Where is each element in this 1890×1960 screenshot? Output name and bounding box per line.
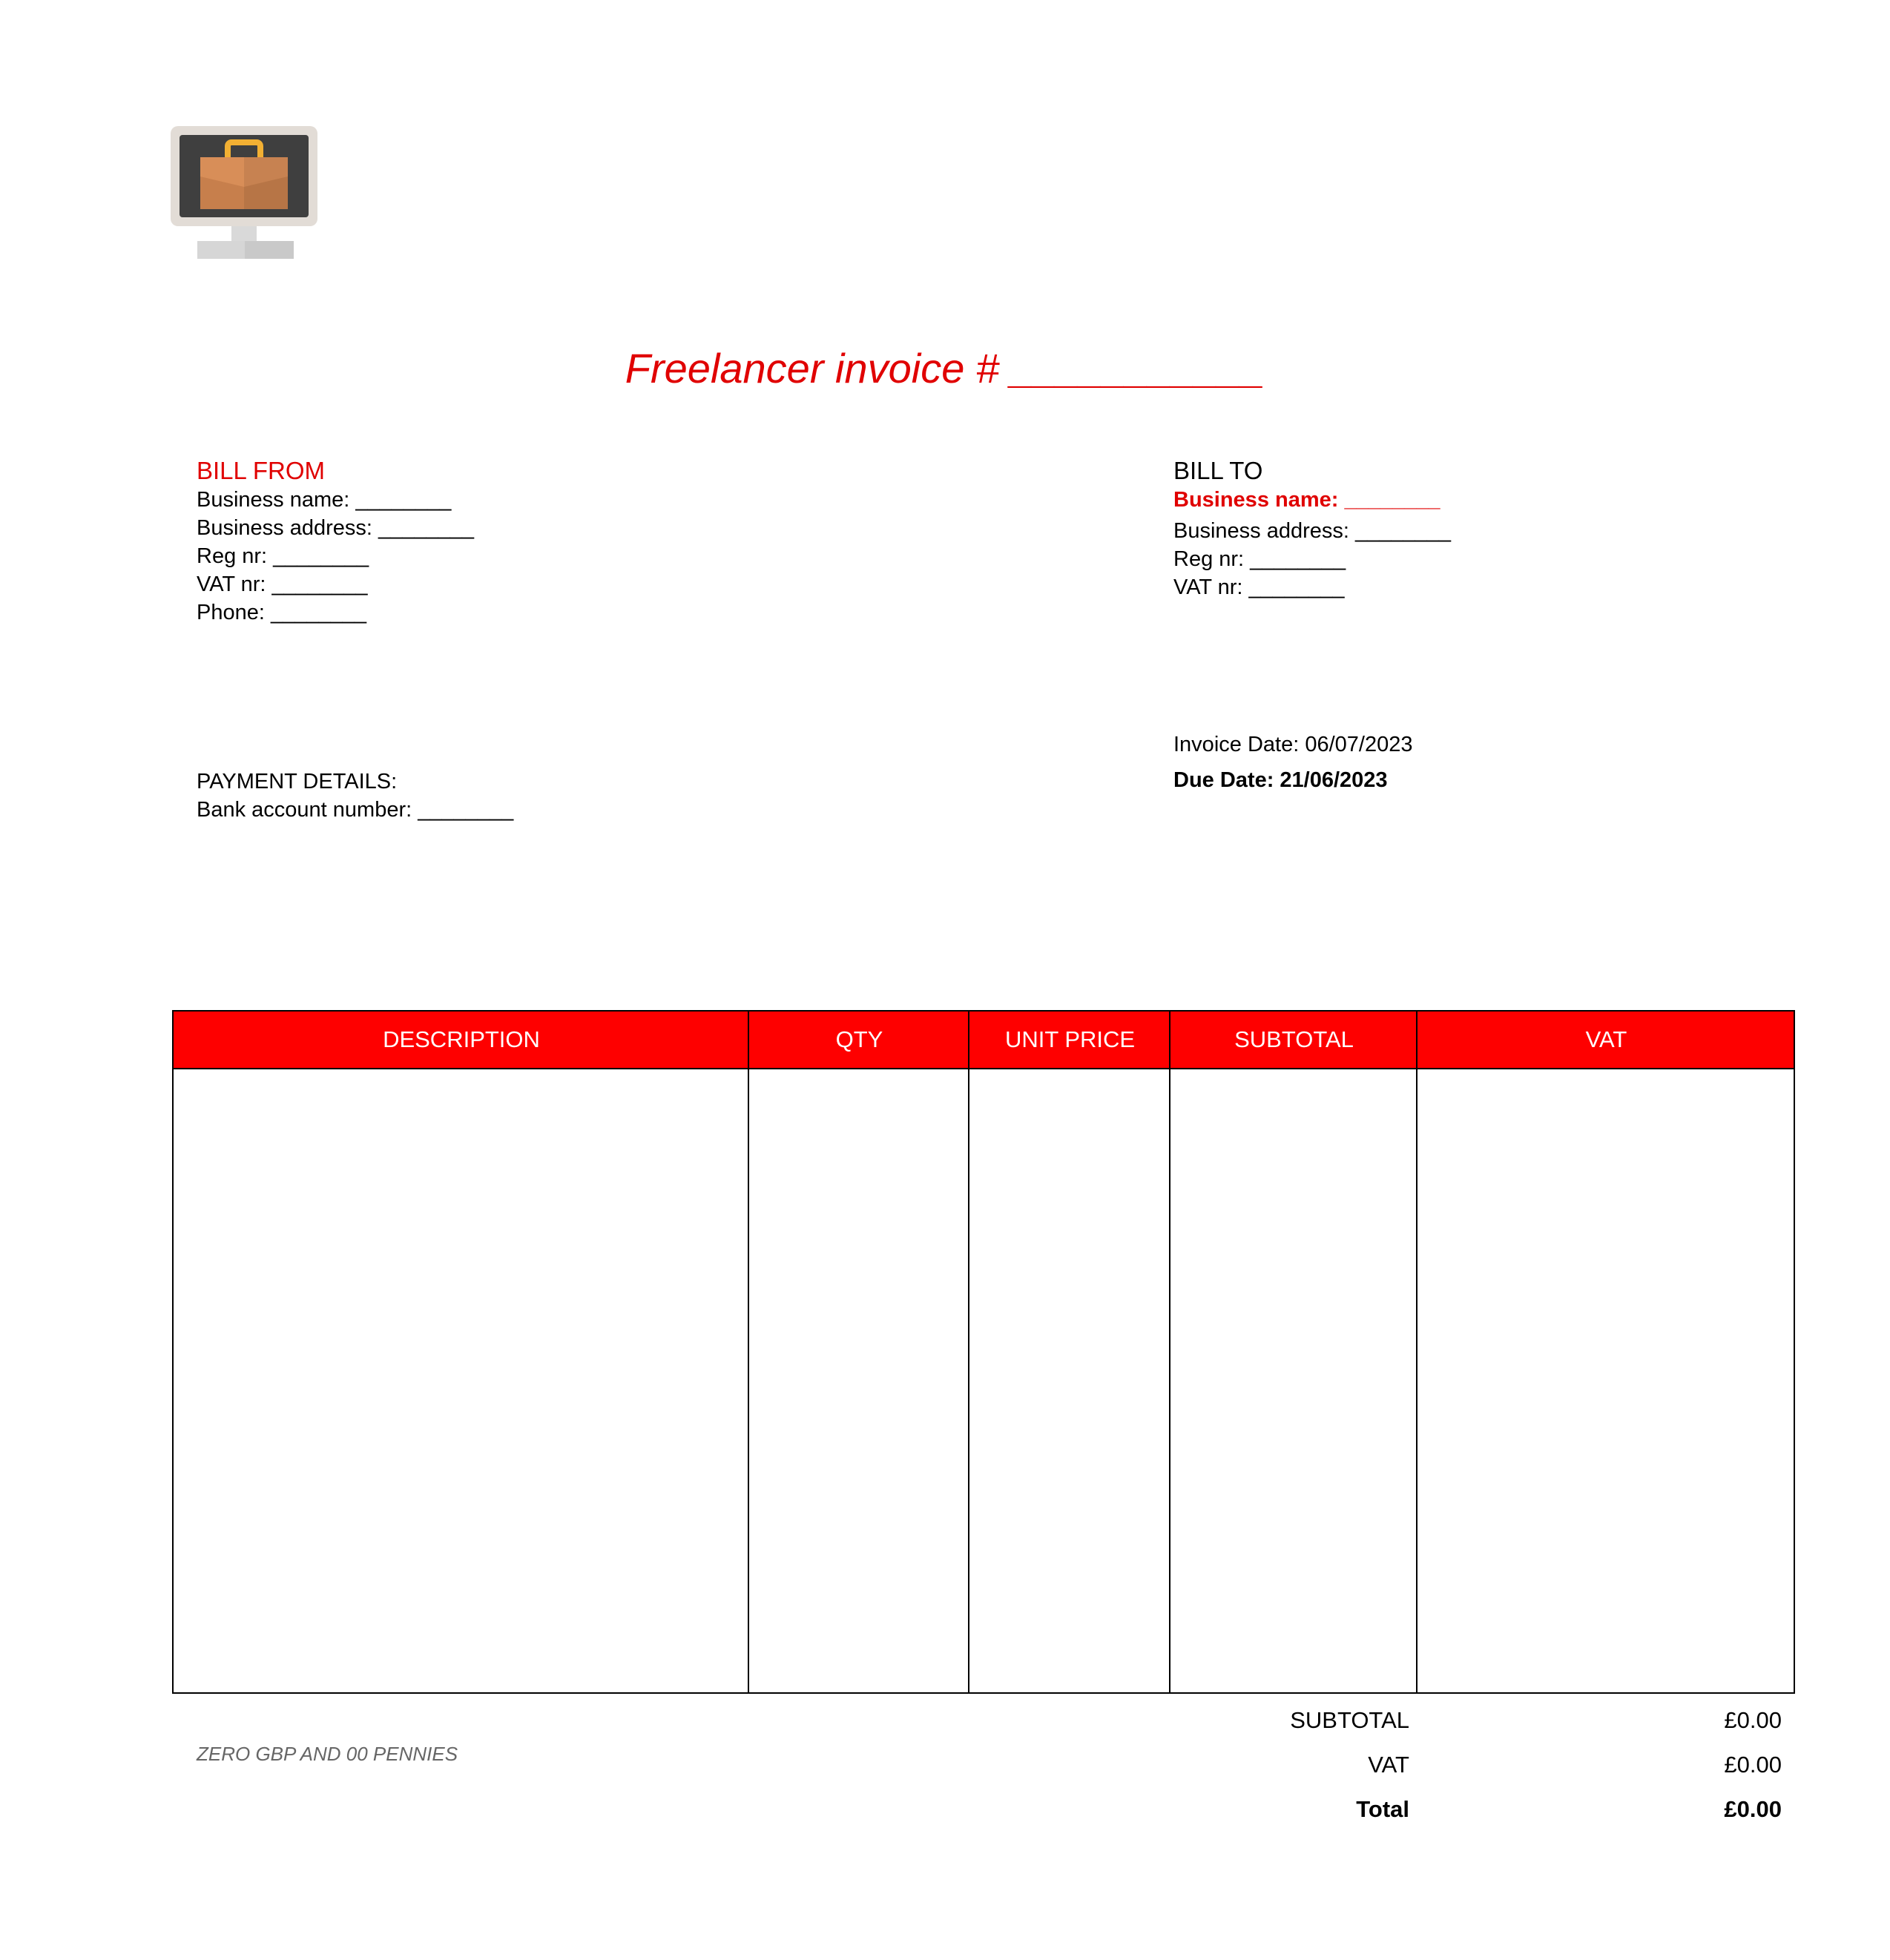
bill-from-heading: BILL FROM <box>197 457 325 484</box>
total-value: £0.00 <box>1724 1796 1782 1822</box>
bill-from-business-address: Business address: ________ <box>197 516 475 540</box>
invoice-title: Freelancer invoice # ___________ <box>625 345 1265 392</box>
bill-to-business-address: Business address: ________ <box>1173 519 1452 543</box>
bill-to-section <box>1173 456 1451 601</box>
column-divider <box>748 1012 749 1692</box>
bill-to-business-name: Business name: ________ <box>1173 488 1440 512</box>
column-divider <box>1169 1012 1170 1692</box>
dates-section <box>1173 730 1412 794</box>
due-date: Due Date: 21/06/2023 <box>1173 768 1388 792</box>
bank-account-number: Bank account number: ________ <box>197 798 514 822</box>
column-divider <box>968 1012 969 1692</box>
bill-from-section <box>197 456 474 627</box>
payment-details-section <box>197 768 513 824</box>
amount-in-words: ZERO GBP AND 00 PENNIES <box>197 1743 458 1765</box>
bill-from-phone: Phone: ________ <box>197 601 366 624</box>
bill-to-vat-nr: VAT nr: ________ <box>1173 575 1345 599</box>
bill-to-heading: BILL TO <box>1173 457 1263 484</box>
subtotal-value: £0.00 <box>1724 1707 1782 1733</box>
payment-details-heading: PAYMENT DETAILS: <box>197 770 398 793</box>
items-table <box>172 1010 1795 1694</box>
column-header-unit-price: UNIT PRICE <box>1004 1026 1136 1052</box>
column-header-vat: VAT <box>1585 1026 1627 1052</box>
bill-from-reg-nr: Reg nr: ________ <box>197 544 369 568</box>
bill-from-business-name: Business name: ________ <box>197 488 452 512</box>
vat-value: £0.00 <box>1724 1752 1782 1778</box>
subtotal-label: SUBTOTAL <box>1290 1707 1409 1733</box>
monitor-briefcase-icon <box>171 126 319 263</box>
column-header-description: DESCRIPTION <box>383 1026 540 1052</box>
column-header-subtotal: SUBTOTAL <box>1234 1026 1354 1052</box>
vat-label: VAT <box>1368 1752 1409 1778</box>
bill-to-reg-nr: Reg nr: ________ <box>1173 547 1346 571</box>
invoice-date: Invoice Date: 06/07/2023 <box>1173 733 1413 756</box>
items-table-header <box>174 1012 1794 1069</box>
column-header-qty: QTY <box>835 1026 883 1052</box>
total-label: Total <box>1356 1796 1409 1822</box>
column-divider <box>1416 1012 1418 1692</box>
bill-from-vat-nr: VAT nr: ________ <box>197 573 368 596</box>
